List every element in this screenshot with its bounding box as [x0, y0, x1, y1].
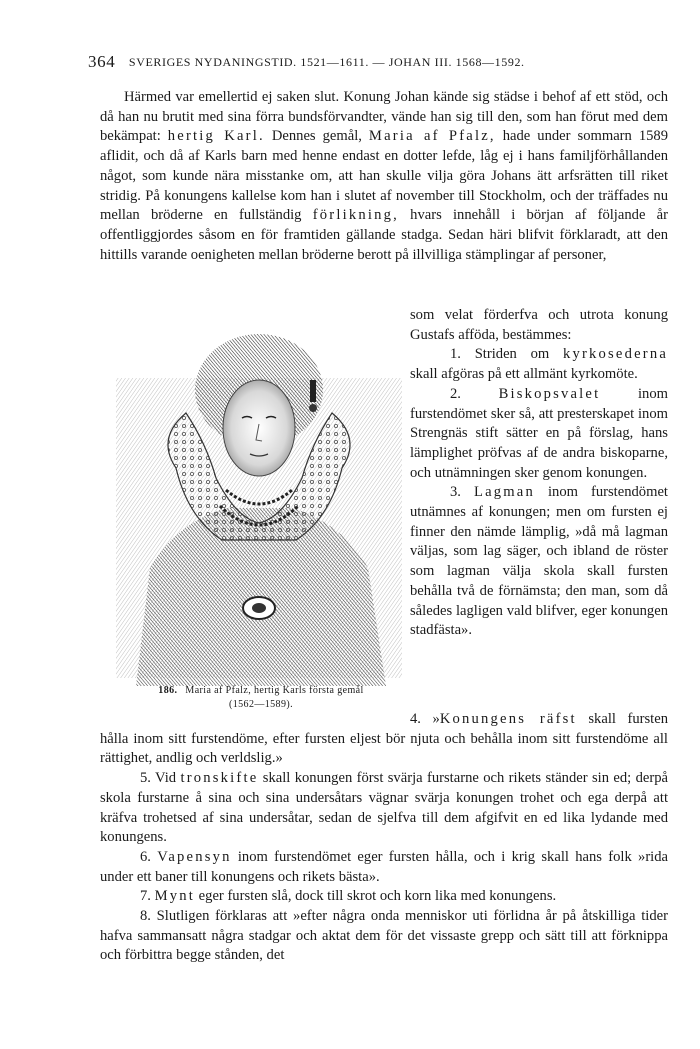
- portrait-engraving: [116, 318, 402, 686]
- list-item-6: 6. Vapensyn inom furstendömet eger fursten hålla, och i krig skall hans folk »rida under ett baner till konungens och rikets bästa».: [100, 848, 669, 885]
- page-number: 364: [88, 52, 116, 71]
- right-column-text: [410, 306, 668, 641]
- list-item-2: 2. Biskopsvalet inom furstendömet sker så, att presterskapet inom Strengnäs stift sätter en på förslag, hans lämplighet pröfvas af de andra biskoparne, och utnämningen sker genom konungen.: [410, 385, 668, 481]
- list-item-5: 5. Vid tronskifte skall konungen först svärja furstarne och rikets ständer sin ed; derpå skola furstarne å sina och sina undersåtars vägnar svärja konungen trohet och ega derpå att kräfva trohetsed af sina undersåtar, sedan de sjelfva till dem afgifvit en ed lika lydande med konungens.: [100, 770, 668, 846]
- figure-number: 186.: [158, 685, 178, 696]
- intro-paragraph: Härmed var emellertid ej saken slut. Konung Johan kände sig städse i behof af ett stöd, och då han nu brutit med sina förra bundsförvandter, vände han sig till den, som han förut med dem bekämpat: hertig Karl. Dennes gemål, Maria af Pfalz, hade under sommarn 1589 aflidit, och då af Karls barn med henne endast en dotter lefde, låg ej i hans familjförhållanden något, som kunde nära misstanke om, att han skulle vilja göra Johans ätt arfsrätten till riket stridig. På konungens kallelse kom han i slutet af november till Stockholm, och der träffades nu mellan bröderne en fullständig förlikning, hvars innehåll i början af följande år offentliggjordes såsom en för framtiden gällande stadga. Sedan häri blifvit förklaradt, att den hittills varande oenigheten mellan bröderne berott på illvilliga stämplingar af personer,: [100, 89, 669, 263]
- caption-text: Maria af Pfalz, hertig Karls första gemål: [185, 685, 364, 696]
- list-item-1: 1. Striden om kyrkosederna skall afgöras på ett allmänt kyrkomöte.: [410, 346, 668, 383]
- column-continuation: som velat förderfva och utrota konung Gustafs afföda, bestämmes:: [410, 307, 668, 343]
- list-item-3: 3. Lagman inom furstendömet utnämnes af konungen; men om fursten ej finner den nämde lämplig, »då må lagman väljas, som lag säger, och ibland de röster som lagman välja skola skall fursten behålla två de förnämsta; den man, som då således lagligen vald blifver, eger konungen stadfästa».: [410, 484, 668, 639]
- running-title: SVERIGES NYDANINGSTID. 1521—1611. — JOHAN III. 1568—1592.: [128, 55, 525, 69]
- name-hertig-karl: hertig Karl.: [167, 128, 265, 145]
- figure-caption: [116, 684, 406, 712]
- lower-text: [100, 710, 668, 966]
- list-item-7: 7. Mynt eger fursten slå, dock till skrot och korn lika med konungens.: [140, 888, 557, 905]
- running-header: [88, 52, 648, 72]
- list-item-4: 4. »Konungens räfst skall fursten hålla inom sitt furstendöme, efter fursten eljest bör njuta och behålla inom sitt furstendöme all rättighet, andlig och verldslig.»: [100, 711, 669, 767]
- caption-years: (1562—1589).: [229, 699, 293, 710]
- name-maria-af-pfalz: Maria af Pfalz,: [368, 128, 496, 145]
- term-forlikning: förlikning,: [312, 207, 399, 224]
- list-item-8: 8. Slutligen förklaras att »efter några onda menniskor uti förlidna år på åtskilliga tider hafva sammansatt några stadgar och aktat dem för det vissaste grepp och sätt till att förknippa och förbittra begge stånden, det: [100, 908, 668, 964]
